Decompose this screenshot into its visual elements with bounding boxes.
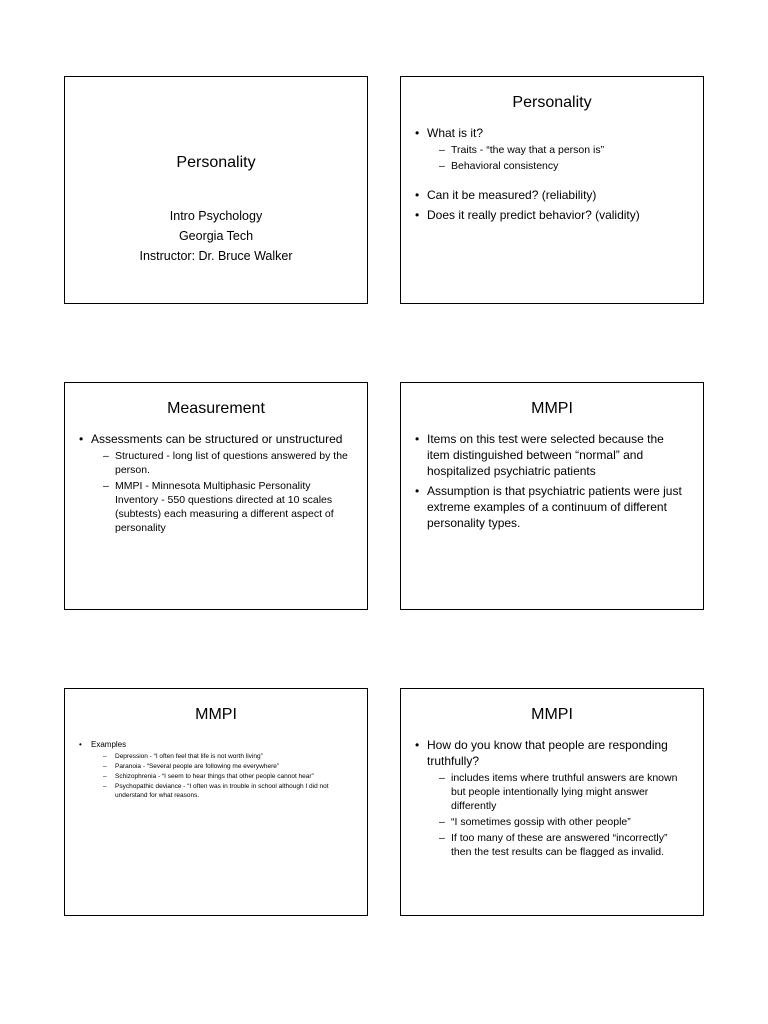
bullet-icon: • <box>79 432 84 446</box>
sub-list <box>427 771 689 859</box>
dash-icon: – <box>439 160 445 172</box>
slide-title: Personality <box>512 94 592 111</box>
slide-subtitle <box>65 206 367 266</box>
bullet-icon: • <box>415 738 420 752</box>
dash-icon: – <box>439 832 445 844</box>
dash-icon: – <box>103 773 107 780</box>
bullet-item <box>79 431 353 535</box>
slide-title: Personality <box>176 154 256 171</box>
bullet-list <box>401 431 703 531</box>
bullet-list <box>65 739 367 800</box>
bullet-text: How do you know that people are responding truthfully? <box>427 738 668 768</box>
bullet-item <box>415 207 689 223</box>
sub-item <box>103 449 353 477</box>
sub-text: If too many of these are answered “incorrectly” then the test results can be flagged as invalid. <box>451 832 668 858</box>
sub-text: Schizophrenia - “I seem to hear things that other people cannot hear” <box>115 773 314 780</box>
bullet-list <box>401 125 703 223</box>
sub-list <box>91 752 353 800</box>
bullet-icon: • <box>415 432 420 446</box>
slide-4 <box>400 382 704 610</box>
slide-title: Measurement <box>167 400 265 417</box>
bullet-icon: • <box>415 208 420 222</box>
dash-icon: – <box>439 816 445 828</box>
sub-text: Depression - “I often feel that life is not worth living” <box>115 753 263 760</box>
sub-text: “I sometimes gossip with other people” <box>451 816 631 828</box>
dash-icon: – <box>439 772 445 784</box>
sub-item <box>439 771 689 813</box>
dash-icon: – <box>103 480 109 492</box>
sub-list <box>427 143 689 173</box>
sub-text: Structured - long list of questions answered by the person. <box>115 450 348 476</box>
sub-text: MMPI - Minnesota Multiphasic Personality Inventory - 550 questions directed at 10 scales (subtests) each measuring a different aspect of personality <box>115 480 334 534</box>
sub-text: includes items where truthful answers are known but people intentionally lying might answer differently <box>451 772 678 812</box>
slide-5 <box>64 688 368 916</box>
sub-text: Paranoia - “Several people are following me everywhere” <box>115 763 280 770</box>
bullet-icon: • <box>415 484 420 498</box>
slide-1 <box>64 76 368 304</box>
sub-text: Traits - “the way that a person is” <box>451 144 605 156</box>
sub-item <box>103 762 353 771</box>
bullet-list <box>65 431 367 535</box>
slide-title: MMPI <box>531 706 573 723</box>
sub-text: Behavioral consistency <box>451 160 559 172</box>
bullet-icon: • <box>79 740 82 749</box>
bullet-list <box>401 737 703 859</box>
bullet-item <box>79 739 353 800</box>
bullet-icon: • <box>415 188 420 202</box>
bullet-item <box>415 125 689 173</box>
sub-item <box>103 752 353 761</box>
dash-icon: – <box>103 783 107 790</box>
instructor-name: Instructor: Dr. Bruce Walker <box>139 249 293 263</box>
dash-icon: – <box>103 753 107 760</box>
sub-text: Psychopathic deviance - “I often was in trouble in school although I did not understand for what reasons. <box>115 783 329 799</box>
slide-2 <box>400 76 704 304</box>
bullet-text: What is it? <box>427 126 484 140</box>
bullet-item <box>415 737 689 859</box>
slide-3 <box>64 382 368 610</box>
slide-6 <box>400 688 704 916</box>
institution-name: Georgia Tech <box>178 229 254 243</box>
sub-item <box>439 831 689 859</box>
dash-icon: – <box>439 144 445 156</box>
course-name: Intro Psychology <box>169 209 263 223</box>
bullet-item <box>415 431 689 479</box>
sub-item <box>103 772 353 781</box>
bullet-text: Assessments can be structured or unstructured <box>91 432 343 446</box>
bullet-text: Does it really predict behavior? (validity) <box>427 208 640 222</box>
sub-list <box>91 449 353 535</box>
sub-item <box>103 479 353 535</box>
bullet-item <box>415 187 689 203</box>
bullet-text: Can it be measured? (reliability) <box>427 188 597 202</box>
sub-item <box>439 815 689 829</box>
sub-item <box>103 782 353 800</box>
slide-title: MMPI <box>531 400 573 417</box>
bullet-text: Assumption is that psychiatric patients were just extreme examples of a continuum of different personality types. <box>427 484 682 530</box>
bullet-text: Items on this test were selected because the item distinguished between “normal” and hospitalized psychiatric patients <box>427 432 664 478</box>
bullet-text: Examples <box>91 740 127 749</box>
slide-title: MMPI <box>195 706 237 723</box>
dash-icon: – <box>103 763 107 770</box>
bullet-item <box>415 483 689 531</box>
sub-item <box>439 159 689 173</box>
bullet-icon: • <box>415 126 420 140</box>
dash-icon: – <box>103 450 109 462</box>
sub-item <box>439 143 689 157</box>
